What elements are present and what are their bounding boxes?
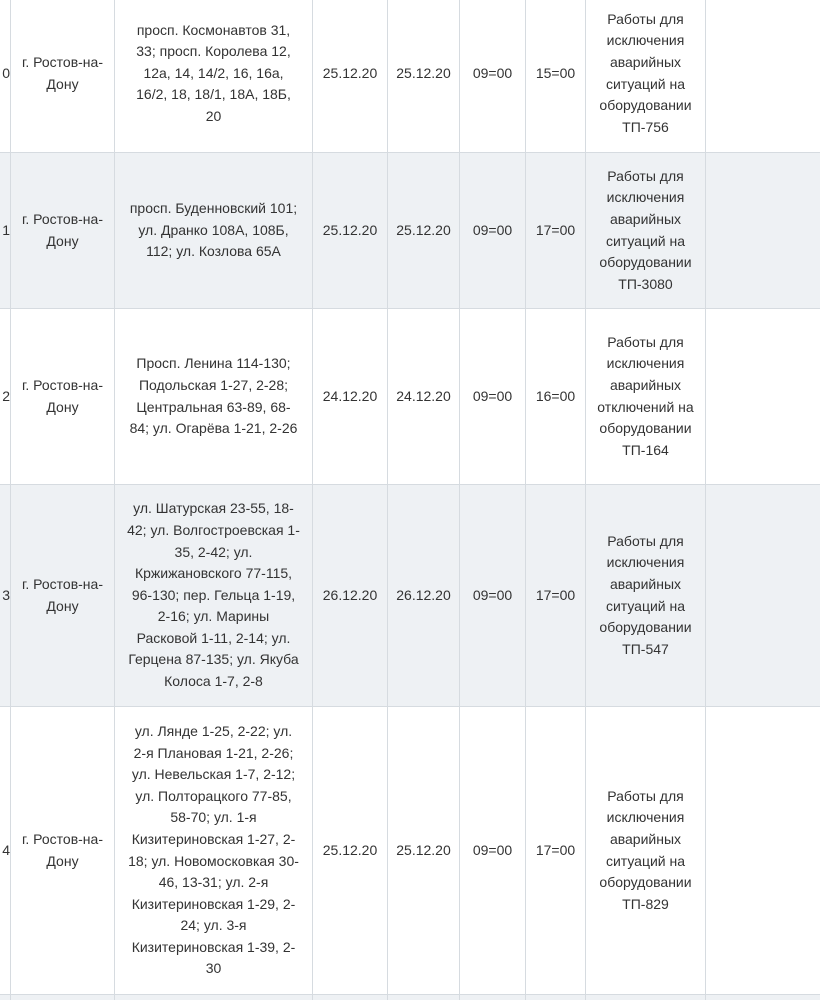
table-row: [0, 707, 820, 995]
address-cell: ул. Шатурская 23-55, 18-42; ул. Волгостроевская 1-35, 2-42; ул. Кржижановского 77-115, 96-130; пер. Гельца 1-19, 2-16; ул. Марины Расковой 1-11, 2-14; ул. Герцена 87-135; ул. Якуба Колоса 1-7, 2-8: [115, 485, 313, 707]
table-row: [0, 995, 820, 1000]
date-end-cell: 24.12.20: [388, 309, 460, 485]
address-cell: Просп. Ленина 114-130; Подольская 1-27, 2-28; Центральная 63-89, 68-84; ул. Огарёва 1-21, 2-26: [115, 309, 313, 485]
date-start-cell: [313, 995, 388, 1000]
row-number: 2: [0, 309, 11, 485]
time-end-cell: 15=00: [526, 0, 586, 153]
reason-cell: Работы для исключения аварийных ситуаций на оборудовании ТП-547: [586, 485, 706, 707]
date-start-cell: 24.12.20: [313, 309, 388, 485]
address-cell: [115, 995, 313, 1000]
address-cell: просп. Космонавтов 31, 33; просп. Королева 12, 12а, 14, 14/2, 16, 16а, 16/2, 18, 18/1, 18А, 18Б, 20: [115, 0, 313, 153]
date-end-cell: 25.12.20: [388, 707, 460, 995]
city-cell: г. Ростов-на-Дону: [11, 485, 115, 707]
time-end-cell: [526, 995, 586, 1000]
table-row: [0, 0, 820, 153]
time-end-cell: 17=00: [526, 485, 586, 707]
note-cell: [706, 0, 820, 153]
city-cell: г. Ростов-на-Дону: [11, 153, 115, 309]
note-cell: [706, 309, 820, 485]
city-cell: [11, 995, 115, 1000]
time-start-cell: 09=00: [460, 153, 526, 309]
time-end-cell: 16=00: [526, 309, 586, 485]
date-end-cell: [388, 995, 460, 1000]
time-start-cell: [460, 995, 526, 1000]
time-end-cell: 17=00: [526, 707, 586, 995]
city-cell: г. Ростов-на-Дону: [11, 0, 115, 153]
time-start-cell: 09=00: [460, 309, 526, 485]
date-end-cell: 25.12.20: [388, 0, 460, 153]
note-cell: [706, 153, 820, 309]
time-end-cell: 17=00: [526, 153, 586, 309]
reason-cell: Работы для исключения аварийных отключений на оборудовании ТП-164: [586, 309, 706, 485]
time-start-cell: 09=00: [460, 0, 526, 153]
table-row: [0, 485, 820, 707]
reason-cell: Работы для исключения аварийных ситуаций на оборудовании ТП-3080: [586, 153, 706, 309]
table-row: [0, 309, 820, 485]
note-cell: [706, 485, 820, 707]
row-number: 1: [0, 153, 11, 309]
time-start-cell: 09=00: [460, 707, 526, 995]
date-end-cell: 25.12.20: [388, 153, 460, 309]
date-start-cell: 25.12.20: [313, 153, 388, 309]
reason-cell: Работы для исключения аварийных ситуаций на оборудовании ТП-756: [586, 0, 706, 153]
address-cell: просп. Буденновский 101; ул. Дранко 108А, 108Б, 112; ул. Козлова 65А: [115, 153, 313, 309]
time-start-cell: 09=00: [460, 485, 526, 707]
table-row: [0, 153, 820, 309]
reason-cell: Работы для исключения аварийных ситуаций на оборудовании ТП-829: [586, 707, 706, 995]
reason-cell: [586, 995, 706, 1000]
date-start-cell: 26.12.20: [313, 485, 388, 707]
date-end-cell: 26.12.20: [388, 485, 460, 707]
row-number: [0, 995, 11, 1000]
row-number: 4: [0, 707, 11, 995]
note-cell: [706, 995, 820, 1000]
address-cell: ул. Лянде 1-25, 2-22; ул. 2-я Плановая 1-21, 2-26; ул. Невельская 1-7, 2-12; ул. Полторацкого 77-85, 58-70; ул. 1-я Кизитериновская 1-27, 2-18; ул. Новомосковкая 30-46, 13-31; ул. 2-я Кизитериновская 1-29, 2-24; ул. 3-я Кизитериновская 1-39, 2-30: [115, 707, 313, 995]
date-start-cell: 25.12.20: [313, 707, 388, 995]
row-number: 0: [0, 0, 11, 153]
note-cell: [706, 707, 820, 995]
row-number: 3: [0, 485, 11, 707]
city-cell: г. Ростов-на-Дону: [11, 707, 115, 995]
date-start-cell: 25.12.20: [313, 0, 388, 153]
city-cell: г. Ростов-на-Дону: [11, 309, 115, 485]
